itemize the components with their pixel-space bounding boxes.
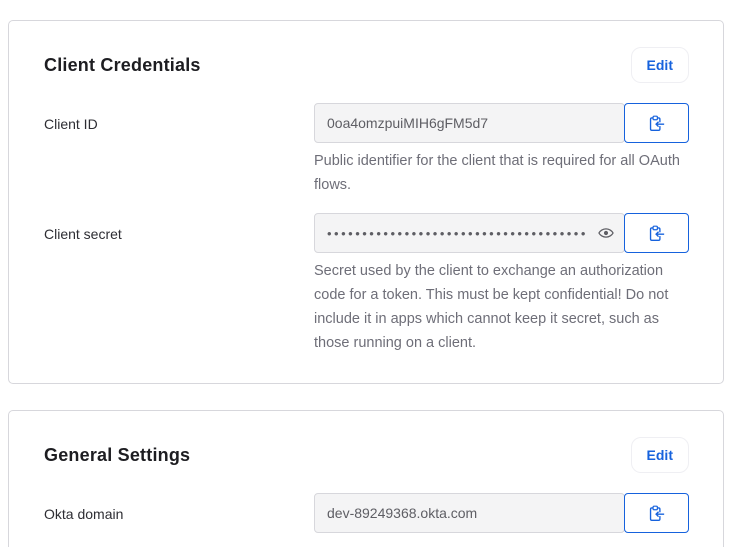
edit-client-credentials-button[interactable]: Edit [631, 47, 689, 83]
client-credentials-title: Client Credentials [44, 55, 201, 75]
clipboard-copy-icon [648, 114, 665, 133]
client-credentials-header [44, 47, 689, 83]
client-id-input[interactable] [314, 103, 625, 143]
general-settings-title: General Settings [44, 445, 191, 465]
okta-domain-row [44, 493, 689, 533]
general-settings-header [44, 437, 689, 473]
client-id-label: Client ID [44, 116, 98, 132]
copy-okta-domain-button[interactable] [624, 493, 689, 533]
clipboard-copy-icon [648, 224, 665, 243]
client-secret-row [44, 213, 689, 355]
client-secret-input[interactable] [314, 213, 625, 253]
edit-general-settings-button[interactable]: Edit [631, 437, 689, 473]
general-settings-card [8, 410, 724, 547]
client-credentials-card [8, 20, 724, 384]
client-id-row [44, 103, 689, 197]
reveal-secret-button[interactable] [596, 223, 616, 243]
copy-client-secret-button[interactable] [624, 213, 689, 253]
copy-client-id-button[interactable] [624, 103, 689, 143]
client-secret-label: Client secret [44, 226, 122, 242]
okta-domain-input[interactable] [314, 493, 625, 533]
eye-icon [598, 225, 614, 241]
client-secret-description: Secret used by the client to exchange an authorization code for a token. This must be kept confidential! Do not include it in apps which cannot keep it secret, such as those running on a client. [314, 263, 669, 351]
okta-domain-label: Okta domain [44, 506, 124, 522]
clipboard-copy-icon [648, 504, 665, 523]
client-id-description: Public identifier for the client that is required for all OAuth flows. [314, 153, 680, 193]
app-settings-page [0, 20, 732, 547]
